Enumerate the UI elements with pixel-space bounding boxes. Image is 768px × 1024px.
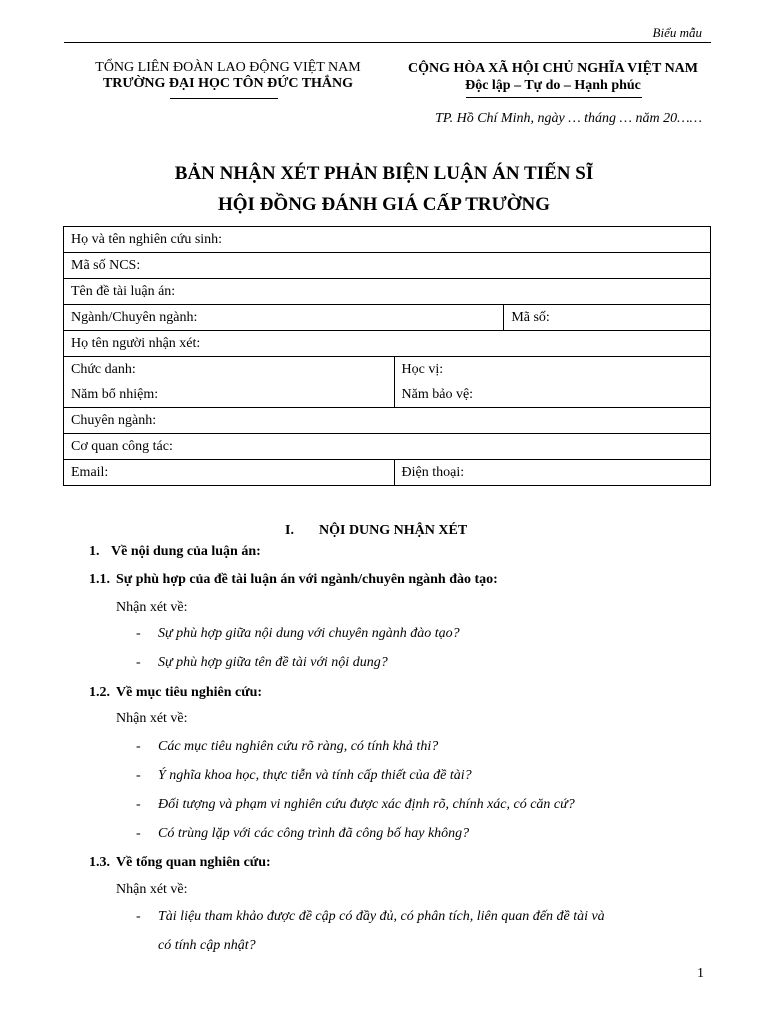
heading-1-text: Về nội dung của luận án: (111, 544, 261, 559)
list-bullet: - (136, 626, 141, 641)
heading-1-number: 1. (89, 544, 100, 559)
thesis-title-field[interactable]: Tên đề tài luận án: (64, 279, 711, 305)
list-bullet: - (136, 797, 141, 812)
defense-year-field[interactable]: Năm bảo vệ: (394, 382, 710, 408)
list-item-text: Ý nghĩa khoa học, thực tiễn và tính cấp thiết của đề tài? (158, 768, 472, 783)
list-item-text: Có trùng lặp với các công trình đã công bố hay không? (158, 826, 470, 841)
workplace-field[interactable]: Cơ quan công tác: (64, 434, 711, 460)
comment-intro: Nhận xét về: (116, 711, 188, 726)
list-bullet: - (136, 826, 141, 841)
table-row (64, 357, 711, 383)
list-item-text: Sự phù hợp giữa nội dung với chuyên ngành đào tạo? (158, 626, 460, 641)
university-name: TRƯỜNG ĐẠI HỌC TÔN ĐỨC THẮNG (102, 76, 354, 91)
table-row (64, 253, 711, 279)
list-item (136, 625, 460, 643)
motto-underline (466, 97, 642, 98)
list-bullet: - (136, 909, 141, 924)
document-subtitle: HỘI ĐỒNG ĐÁNH GIÁ CẤP TRƯỜNG (218, 194, 550, 215)
comment-intro: Nhận xét về: (116, 882, 188, 897)
heading-1-1-text: Sự phù hợp của đề tài luận án với ngành/chuyên ngành đào tạo: (116, 572, 498, 587)
appointed-year-field[interactable]: Năm bổ nhiệm: (64, 382, 395, 408)
heading-1-3-number: 1.3. (89, 855, 110, 870)
info-table (63, 226, 711, 486)
organization-header (64, 60, 392, 92)
university-underline (170, 98, 278, 99)
list-item (136, 908, 605, 926)
table-row (64, 227, 711, 253)
table-row (64, 408, 711, 434)
page-number: 1 (697, 966, 704, 981)
phone-field[interactable]: Điện thoại: (394, 460, 710, 486)
table-row (64, 305, 711, 331)
reviewer-name-field[interactable]: Họ tên người nhận xét: (64, 331, 711, 357)
country-name: CỘNG HÒA XÃ HỘI CHỦ NGHĨA VIỆT NAM (407, 61, 698, 76)
student-name-field[interactable]: Họ và tên nghiên cứu sinh: (64, 227, 711, 253)
student-id-field[interactable]: Mã số NCS: (64, 253, 711, 279)
parent-organization: TỔNG LIÊN ĐOÀN LAO ĐỘNG VIỆT NAM (95, 60, 361, 75)
document-title: BẢN NHẬN XÉT PHẢN BIỆN LUẬN ÁN TIẾN SĨ (174, 163, 594, 184)
email-field[interactable]: Email: (64, 460, 395, 486)
top-divider (64, 42, 711, 43)
list-item (136, 796, 575, 814)
comment-intro: Nhận xét về: (116, 600, 188, 615)
list-item-text: Các mục tiêu nghiên cứu rõ ràng, có tính khả thi? (158, 739, 439, 754)
table-row (64, 331, 711, 357)
list-item (136, 825, 469, 843)
specialization-field[interactable]: Chuyên ngành: (64, 408, 711, 434)
national-motto: Độc lập – Tự do – Hạnh phúc (465, 78, 641, 93)
list-item-continuation: có tính cập nhật? (158, 938, 256, 953)
heading-1-2-text: Về mục tiêu nghiên cứu: (116, 685, 263, 700)
table-row (64, 279, 711, 305)
national-header (386, 60, 720, 94)
list-bullet: - (136, 739, 141, 754)
list-bullet: - (136, 655, 141, 670)
degree-field[interactable]: Học vị: (394, 357, 710, 383)
table-row (64, 434, 711, 460)
list-bullet: - (136, 768, 141, 783)
list-item-text: Sự phù hợp giữa tên đề tài với nội dung? (158, 655, 388, 670)
form-label: Biểu mẫu (652, 25, 702, 40)
list-item (136, 738, 438, 756)
list-item (136, 767, 472, 785)
list-item-text: Đối tượng và phạm vi nghiên cứu được xác định rõ, chính xác, có căn cứ? (158, 797, 575, 812)
section-title: NỘI DUNG NHẬN XÉT (319, 523, 468, 538)
major-field[interactable]: Ngành/Chuyên ngành: (64, 305, 504, 331)
major-code-field[interactable]: Mã số: (504, 305, 711, 331)
academic-title-field[interactable]: Chức danh: (64, 357, 395, 383)
heading-1-3-text: Về tổng quan nghiên cứu: (116, 855, 271, 870)
list-item (136, 654, 388, 672)
table-row (64, 460, 711, 486)
place-date-line: TP. Hồ Chí Minh, ngày … tháng … năm 20…… (435, 111, 702, 126)
heading-1-1-number: 1.1. (89, 572, 110, 587)
section-number: I. (285, 523, 294, 538)
table-row (64, 382, 711, 408)
heading-1-2-number: 1.2. (89, 685, 110, 700)
list-item-text: Tài liệu tham khảo được đề cập có đầy đủ, có phân tích, liên quan đến đề tài và (158, 909, 605, 924)
